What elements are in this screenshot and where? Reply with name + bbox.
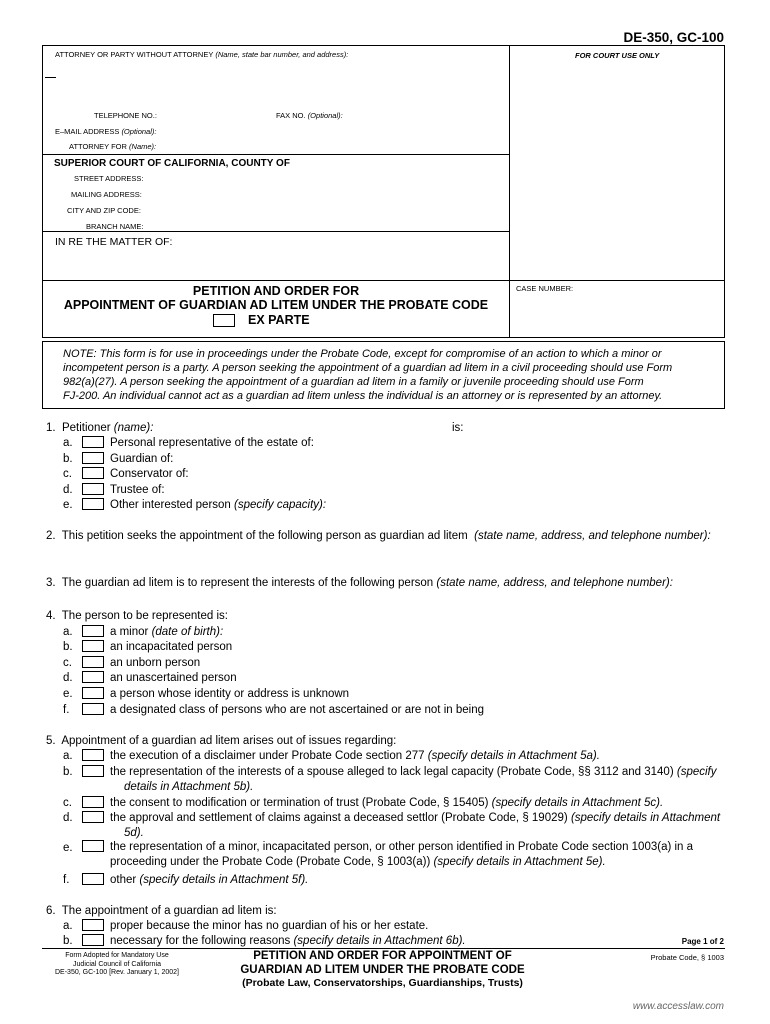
item4c-checkbox[interactable] — [82, 656, 104, 668]
form-title-line1: PETITION AND ORDER FOR — [192, 284, 360, 298]
mailing-address-label: MAILING ADDRESS: — [71, 190, 142, 199]
item4f-label: a designated class of persons who are not ascertained or are not in being — [110, 704, 484, 716]
attorney-mark — [45, 77, 56, 78]
item5b-label: the representation of the interests of a spouse alleged to lack legal capacity (Probate Code, §§ 3112 and 3140) (specify — [110, 766, 717, 778]
email-label: E–MAIL ADDRESS (Optional): — [55, 127, 157, 136]
item1c-label: Conservator of: — [110, 468, 189, 480]
item4f-letter: f. — [63, 704, 70, 716]
item1a-label: Personal representative of the estate of: — [110, 437, 314, 449]
item6b-letter: b. — [63, 935, 73, 947]
item4f-checkbox[interactable] — [82, 703, 104, 715]
item5d-label-cont: 5d). — [124, 827, 144, 839]
item5a-letter: a. — [63, 750, 73, 762]
attorney-label: ATTORNEY OR PARTY WITHOUT ATTORNEY (Name, state bar number, and address): — [55, 50, 349, 59]
street-address-label: STREET ADDRESS: — [74, 174, 144, 183]
case-number-label: CASE NUMBER: — [516, 284, 574, 293]
item4e-letter: e. — [63, 688, 73, 700]
form-id: DE-350, GC-100 — [623, 30, 724, 45]
item4e-label: a person whose identity or address is unknown — [110, 688, 350, 700]
matter-divider — [42, 231, 510, 232]
item1e-checkbox[interactable] — [82, 498, 104, 510]
item4-heading: 4. The person to be represented is: — [46, 610, 228, 622]
item5a-checkbox[interactable] — [82, 749, 104, 761]
item5e-checkbox[interactable] — [82, 840, 104, 852]
item1e-letter: e. — [63, 499, 73, 511]
item5f-letter: f. — [63, 874, 70, 886]
item6b-label: necessary for the following reasons (specify details in Attachment 6b). — [110, 935, 466, 947]
item1e-label: Other interested person (specify capacity): — [110, 499, 327, 511]
item1b-checkbox[interactable] — [82, 452, 104, 464]
item4c-label: an unborn person — [110, 657, 201, 669]
item4b-letter: b. — [63, 641, 73, 653]
item5e-letter: e. — [63, 842, 73, 854]
item5c-letter: c. — [63, 797, 72, 809]
item5c-checkbox[interactable] — [82, 796, 104, 808]
item1d-checkbox[interactable] — [82, 483, 104, 495]
court-use-label: FOR COURT USE ONLY — [575, 51, 660, 60]
item4d-checkbox[interactable] — [82, 671, 104, 683]
item4b-checkbox[interactable] — [82, 640, 104, 652]
title-divider — [42, 280, 725, 281]
item4c-letter: c. — [63, 657, 72, 669]
item1c-checkbox[interactable] — [82, 467, 104, 479]
item5-heading: 5. Appointment of a guardian ad litem arises out of issues regarding: — [46, 735, 397, 747]
item1-heading: 1. Petitioner (name): — [46, 422, 154, 434]
item6a-checkbox[interactable] — [82, 919, 104, 931]
item5a-label: the execution of a disclaimer under Probate Code section 277 (specify details in Attachment 5a). — [110, 750, 600, 762]
matter-label: IN RE THE MATTER OF: — [55, 236, 173, 248]
ex-parte-label: EX PARTE — [248, 313, 310, 327]
attorney-for-label: ATTORNEY FOR (Name): — [69, 142, 157, 151]
item3-text: 3. The guardian ad litem is to represent the interests of the following person (state name, address, and telephone number): — [46, 577, 673, 589]
city-zip-label: CITY AND ZIP CODE: — [67, 206, 141, 215]
item6a-label: proper because the minor has no guardian of his or her estate. — [110, 920, 429, 932]
item6-heading: 6. The appointment of a guardian ad litem is: — [46, 905, 277, 917]
ex-parte-checkbox[interactable] — [213, 314, 235, 327]
item4d-label: an unascertained person — [110, 672, 237, 684]
item1b-letter: b. — [63, 453, 73, 465]
item1a-letter: a. — [63, 437, 73, 449]
item2-text: 2. This petition seeks the appointment of the following person as guardian ad litem (state name, address, and telephone number): — [46, 530, 711, 542]
court-name-label: SUPERIOR COURT OF CALIFORNIA, COUNTY OF — [54, 158, 290, 169]
item5b-letter: b. — [63, 766, 73, 778]
item1c-letter: c. — [63, 468, 72, 480]
telephone-label: TELEPHONE NO.: — [94, 111, 157, 120]
item5f-label: other (specify details in Attachment 5f). — [110, 874, 309, 886]
item4e-checkbox[interactable] — [82, 687, 104, 699]
statute-reference: Probate Code, § 1003 — [650, 953, 724, 962]
item6a-letter: a. — [63, 920, 73, 932]
page-number: Page 1 of 2 — [681, 937, 724, 946]
branch-name-label: BRANCH NAME: — [86, 222, 144, 231]
item6b-checkbox[interactable] — [82, 934, 104, 946]
footer-title: PETITION AND ORDER FOR APPOINTMENT OF GUARDIAN AD LITEM UNDER THE PROBATE CODE (Probate Law, Conservatorships, Guardianships, Trusts) — [240, 950, 525, 989]
item1-is: is: — [452, 422, 464, 434]
fax-label: FAX NO. (Optional): — [276, 111, 343, 120]
item5b-checkbox[interactable] — [82, 765, 104, 777]
website-link[interactable]: www.accesslaw.com — [632, 1001, 724, 1012]
footer-rule — [42, 948, 725, 949]
item4d-letter: d. — [63, 672, 73, 684]
item4a-label: a minor (date of birth): — [110, 626, 224, 638]
item5b-label-cont: details in Attachment 5b). — [124, 781, 254, 793]
item5e-label: the representation of a minor, incapacitated person, or other person identified in Probate Code section 1003(a) in a — [110, 841, 694, 853]
item1b-label: Guardian of: — [110, 453, 174, 465]
item4a-letter: a. — [63, 626, 73, 638]
item4b-label: an incapacitated person — [110, 641, 233, 653]
item5d-letter: d. — [63, 812, 73, 824]
court-divider — [42, 154, 510, 155]
item5f-checkbox[interactable] — [82, 873, 104, 885]
item4a-checkbox[interactable] — [82, 625, 104, 637]
item5d-checkbox[interactable] — [82, 811, 104, 823]
item1d-label: Trustee of: — [110, 484, 165, 496]
item5d-label: the approval and settlement of claims against a deceased settlor (Probate Code, § 19029) (specify details in Attachment — [110, 812, 721, 824]
item5e-label-cont: proceeding under the Probate Code (Probate Code, § 1003(a)) (specify details in Attachment 5e). — [110, 856, 606, 868]
item1d-letter: d. — [63, 484, 73, 496]
item5c-label: the consent to modification or termination of trust (Probate Code, § 15405) (specify details in Attachment 5c). — [110, 797, 664, 809]
form-title-line2: APPOINTMENT OF GUARDIAN AD LITEM UNDER THE PROBATE CODE — [63, 298, 489, 312]
adoption-notice: Form Adopted for Mandatory Use Judicial Council of California DE-350, GC-100 [Rev. January 1, 2002] — [55, 952, 179, 976]
item1a-checkbox[interactable] — [82, 436, 104, 448]
note-text: NOTE: This form is for use in proceedings under the Probate Code, except for compromise of an action to which a minor or incompetent person is a party. A person seeking the appointment of a guardian ad litem in a civil proceeding should use Form 982(a)(27). A person seeking the appointment of a guardian ad litem in a family or juvenile proceeding should use Form FJ-200. An individual cannot act as a guardian ad litem unless the individual is an attorney or is represented by an attorney. — [63, 348, 673, 402]
